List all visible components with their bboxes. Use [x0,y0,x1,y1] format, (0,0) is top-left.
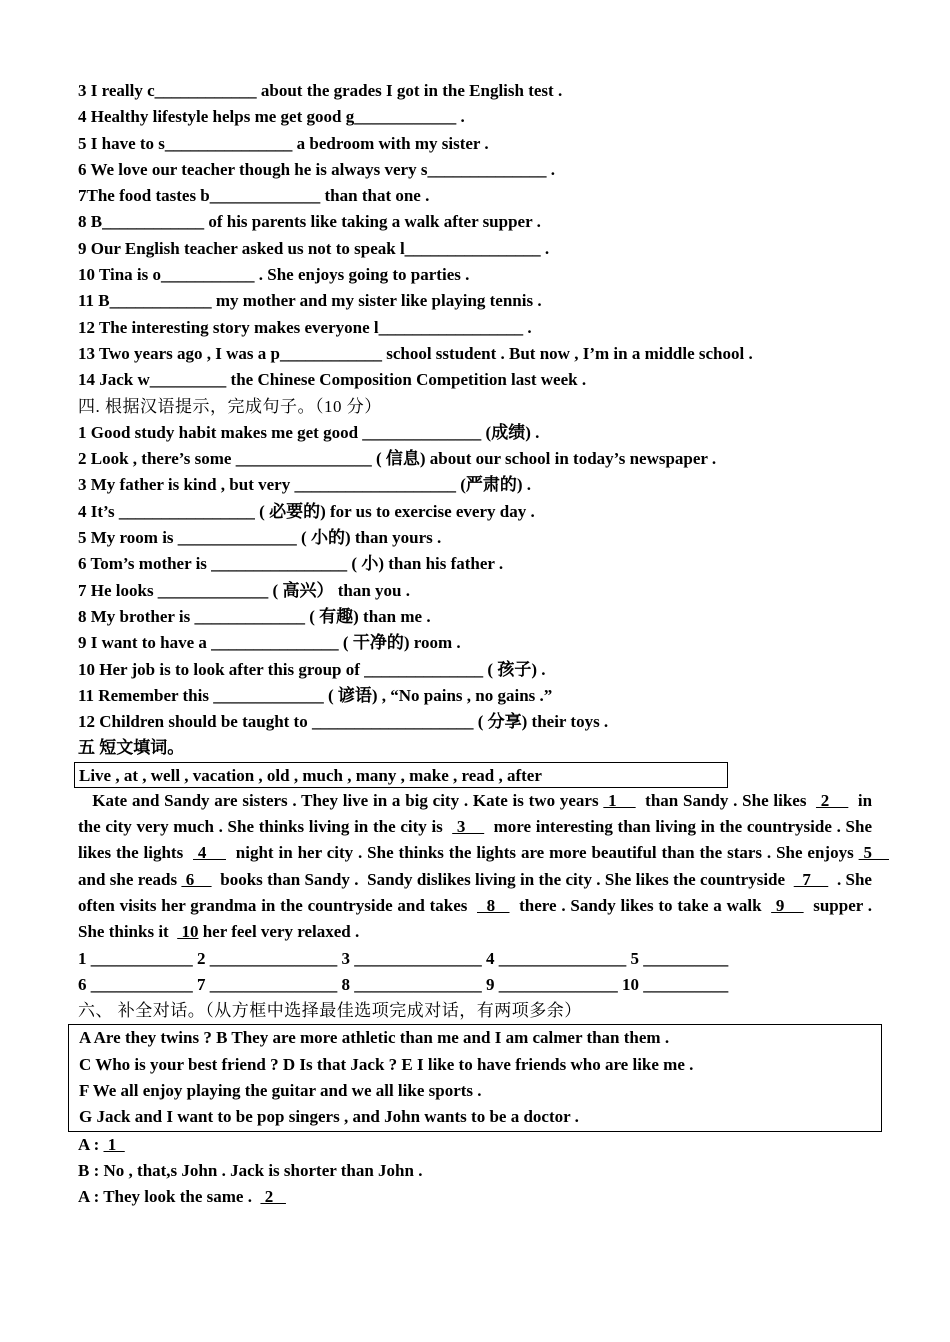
passage-text: more interesting than living in the countryside . She likes the lights [78,817,877,863]
translation-item: 9 I want to have a _______________ ( 干净的) room . [78,633,461,653]
passage-blank: 2 [815,790,849,810]
translation-item: 6 Tom’s mother is ________________ ( 小) than his father . [78,554,504,574]
translation-item: 10 Her job is to look after this group of ______________ ( 孩子) . [78,659,546,679]
exercise-item: 7The food tastes b_____________ than that one . [78,186,430,206]
translation-item: 11 Remember this _____________ ( 谚语) , “No pains , no gains .” [78,685,553,705]
passage-blank: 6 [181,869,212,889]
speaker-label: A : [78,1134,104,1154]
passage-blank: 10 [177,922,199,942]
passage-blank: 8 [477,895,510,915]
section6-heading: 六、 补全对话。（从方框中选择最佳选项完成对话，有两项多余） [78,1001,582,1021]
section4-list [78,420,878,736]
passage-blank: 1 [603,790,636,810]
section4-heading: 四. 根据汉语提示，完成句子。（10 分） [78,396,382,416]
passage-blank: 4 [193,843,226,863]
dialogue-line [78,1132,878,1158]
dialogue-line [78,1184,878,1210]
passage-text: . She often visits her grandma in the countryside and takes [78,869,877,915]
answer-line-2: 6 ____________ 7 _______________ 8 _______________ 9 ______________ 10 __________ [78,974,729,994]
exercise-item: 9 Our English teacher asked us not to speak l________________ . [78,238,550,258]
speaker-label: B : [78,1160,104,1180]
translation-item: 8 My brother is _____________ ( 有趣) than me . [78,606,431,626]
passage-text: than Sandy . She likes [635,790,816,810]
exercise-item: 5 I have to s_______________ a bedroom with my sister . [78,133,489,153]
translation-item: 3 My father is kind , but very ___________________ (严肃的) . [78,475,532,495]
exercise-item: 4 Healthy lifestyle helps me get good g____________ . [78,107,465,127]
dialogue-text: No , that,s John . Jack is shorter than John . [103,1160,423,1180]
passage-text: and she reads [78,843,898,889]
dialogue-option: C Who is your best friend ? D Is that Jack ? E I like to have friends who are like me . [79,1054,694,1074]
passage-text: books than Sandy . Sandy dislikes living in the city . She likes the countryside [211,869,794,889]
passage-blank: 7 [793,869,829,889]
dialogue-option: A Are they twins ? B They are more athletic than me and I am calmer than them . [79,1028,670,1048]
translation-item: 7 He looks _____________ ( 高兴） than you . [78,580,410,600]
word-bank-box: Live , at , well , vacation , old , much , many , make , read , after [74,762,728,788]
section5-heading: 五 短文填词。 [78,738,185,758]
passage-blank: 5 [858,843,889,863]
exercise-item: 3 I really c____________ about the grades I got in the English test . [78,81,563,100]
passage-text: supper . She thinks it [78,895,877,942]
dialogue-blank: 2 [260,1187,286,1207]
passage-text: in the city very much . She thinks living in the city is [78,790,877,837]
exercise-item: 8 B____________ of his parents like taking a walk after supper . [78,212,541,232]
passage-blank: 3 [452,817,485,837]
dialogue-option: F We all enjoy playing the guitar and we all like sports . [79,1080,482,1100]
worksheet-page [78,78,898,1210]
answer-line-1: 1 ____________ 2 _______________ 3 _______________ 4 _______________ 5 __________ [78,948,729,968]
dialogue-text: They look the same . [103,1187,261,1207]
translation-item: 2 Look , there’s some ________________ ( 信息) about our school in today’s newspaper . [78,449,717,469]
dialogue-line [78,1158,878,1184]
translation-item: 4 It’s ________________ ( 必要的) for us to exercise every day . [78,501,535,521]
exercise-item: 14 Jack w_________ the Chinese Composition Competition last week . [78,370,587,390]
translation-item: 12 Children should be taught to ___________________ ( 分享) their toys . [78,712,609,732]
dialogue-option: G Jack and I want to be pop singers , and John wants to be a doctor . [79,1107,579,1127]
exercise-item: 11 B____________ my mother and my sister like playing tennis . [78,291,542,311]
passage-text: Kate and Sandy are sisters . They live in a big city . Kate is two years [78,790,604,810]
passage-text: night in her city . She thinks the lights are more beautiful than the stars . She enjoys [226,843,859,863]
cloze-passage [78,788,898,946]
dialogue [78,1132,878,1211]
speaker-label: A : [78,1187,104,1207]
exercise-item: 12 The interesting story makes everyone l_________________ . [78,317,532,337]
passage-text: her feel very relaxed . [198,922,360,942]
translation-item: 5 My room is ______________ ( 小的) than yours . [78,528,442,548]
exercise-item: 10 Tina is o___________ . She enjoys going to parties . [78,265,470,285]
dialogue-blank: 1 [103,1134,125,1154]
exercise-item: 13 Two years ago , I was a p____________ school sstudent . But now , I’m in a middle school . [78,343,753,363]
translation-item: 1 Good study habit makes me get good ______________ (成绩) . [78,422,540,442]
passage-text: there . Sandy likes to take a walk [509,895,772,915]
dialogue-options-box [68,1024,882,1131]
section3-list [78,78,878,394]
passage-blank: 9 [771,895,804,915]
exercise-item: 6 We love our teacher though he is always very s______________ . [78,159,555,179]
